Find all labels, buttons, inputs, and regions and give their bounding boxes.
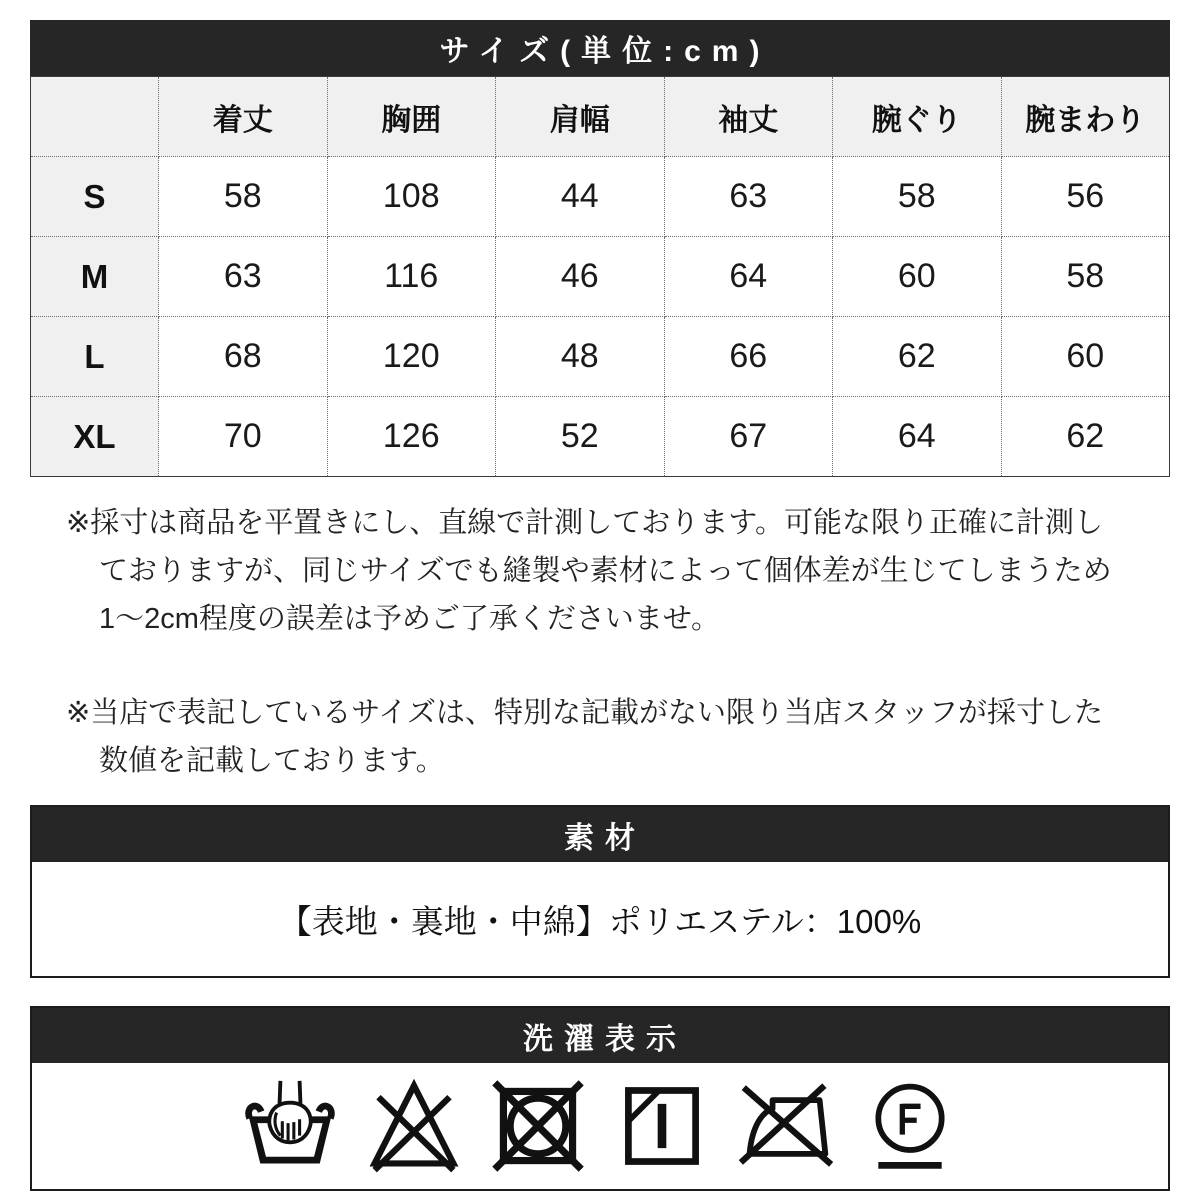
line-dry-in-shade-icon [614, 1078, 710, 1174]
cell-value: 64 [664, 237, 833, 317]
note-line: 1～2cm程度の誤差は予めご了承くださいませ。 [99, 603, 721, 635]
cell-value: 116 [327, 237, 496, 317]
row-size-label: S [31, 157, 159, 237]
laundry-title: 洗濯表示 [523, 1022, 687, 1056]
cell-value: 60 [833, 237, 1002, 317]
material-text: 【表地・裏地・中綿】ポリエステル：100% [32, 862, 1168, 976]
laundry-section [30, 1006, 1170, 1191]
cell-value: 68 [159, 317, 328, 397]
do-not-tumble-dry-icon [490, 1078, 586, 1174]
laundry-symbols [32, 1063, 1168, 1189]
table-row-l [31, 317, 1170, 397]
table-row-xl [31, 397, 1170, 477]
note-line: ※採寸は商品を平置きにし、直線で計測しております。可能な限り正確に計測し [66, 507, 1103, 539]
cell-value: 58 [833, 157, 1002, 237]
cell-value: 58 [1001, 237, 1170, 317]
note-line: 数値を記載しております。 [99, 745, 445, 777]
cell-value: 67 [664, 397, 833, 477]
cell-value: 70 [159, 397, 328, 477]
cell-value: 46 [496, 237, 665, 317]
table-row-s [31, 157, 1170, 237]
cell-value: 63 [664, 157, 833, 237]
measurement-disclaimer-note [66, 499, 1170, 643]
size-table [30, 76, 1170, 477]
cell-value: 48 [496, 317, 665, 397]
size-table-title-bar [30, 20, 1170, 76]
dry-clean-f-gentle-icon [862, 1078, 958, 1174]
cell-value: 66 [664, 317, 833, 397]
do-not-iron-icon [738, 1078, 834, 1174]
material-title-bar [32, 807, 1168, 862]
column-header-armhole: 腕ぐり [833, 77, 1002, 157]
material-title: 素材 [564, 821, 646, 855]
note-line: ※当店で表記しているサイズは、特別な記載がない限り当店スタッフが採寸した [66, 697, 1103, 729]
size-table-header-row [31, 77, 1170, 157]
column-header-sleeve: 袖丈 [664, 77, 833, 157]
do-not-bleach-icon [366, 1078, 462, 1174]
corner-cell [31, 77, 159, 157]
staff-measured-note [66, 689, 1170, 785]
column-header-chest: 胸囲 [327, 77, 496, 157]
laundry-title-bar [32, 1008, 1168, 1063]
cell-value: 64 [833, 397, 1002, 477]
column-header-body-length: 着丈 [159, 77, 328, 157]
cell-value: 63 [159, 237, 328, 317]
cell-value: 60 [1001, 317, 1170, 397]
size-table-section [30, 20, 1170, 477]
column-header-arm-circumference: 腕まわり [1001, 77, 1170, 157]
row-size-label: XL [31, 397, 159, 477]
cell-value: 56 [1001, 157, 1170, 237]
cell-value: 108 [327, 157, 496, 237]
cell-value: 58 [159, 157, 328, 237]
cell-value: 126 [327, 397, 496, 477]
cell-value: 52 [496, 397, 665, 477]
cell-value: 44 [496, 157, 665, 237]
notes-block [30, 499, 1170, 785]
note-line: ておりますが、同じサイズでも縫製や素材によって個体差が生じてしまうため [99, 555, 1112, 587]
size-table-title: サイズ(単位:cm) [439, 35, 771, 68]
material-section [30, 805, 1170, 978]
table-row-m [31, 237, 1170, 317]
cell-value: 62 [833, 317, 1002, 397]
cell-value: 62 [1001, 397, 1170, 477]
hand-wash-icon [242, 1078, 338, 1174]
row-size-label: L [31, 317, 159, 397]
column-header-shoulder: 肩幅 [496, 77, 665, 157]
cell-value: 120 [327, 317, 496, 397]
row-size-label: M [31, 237, 159, 317]
